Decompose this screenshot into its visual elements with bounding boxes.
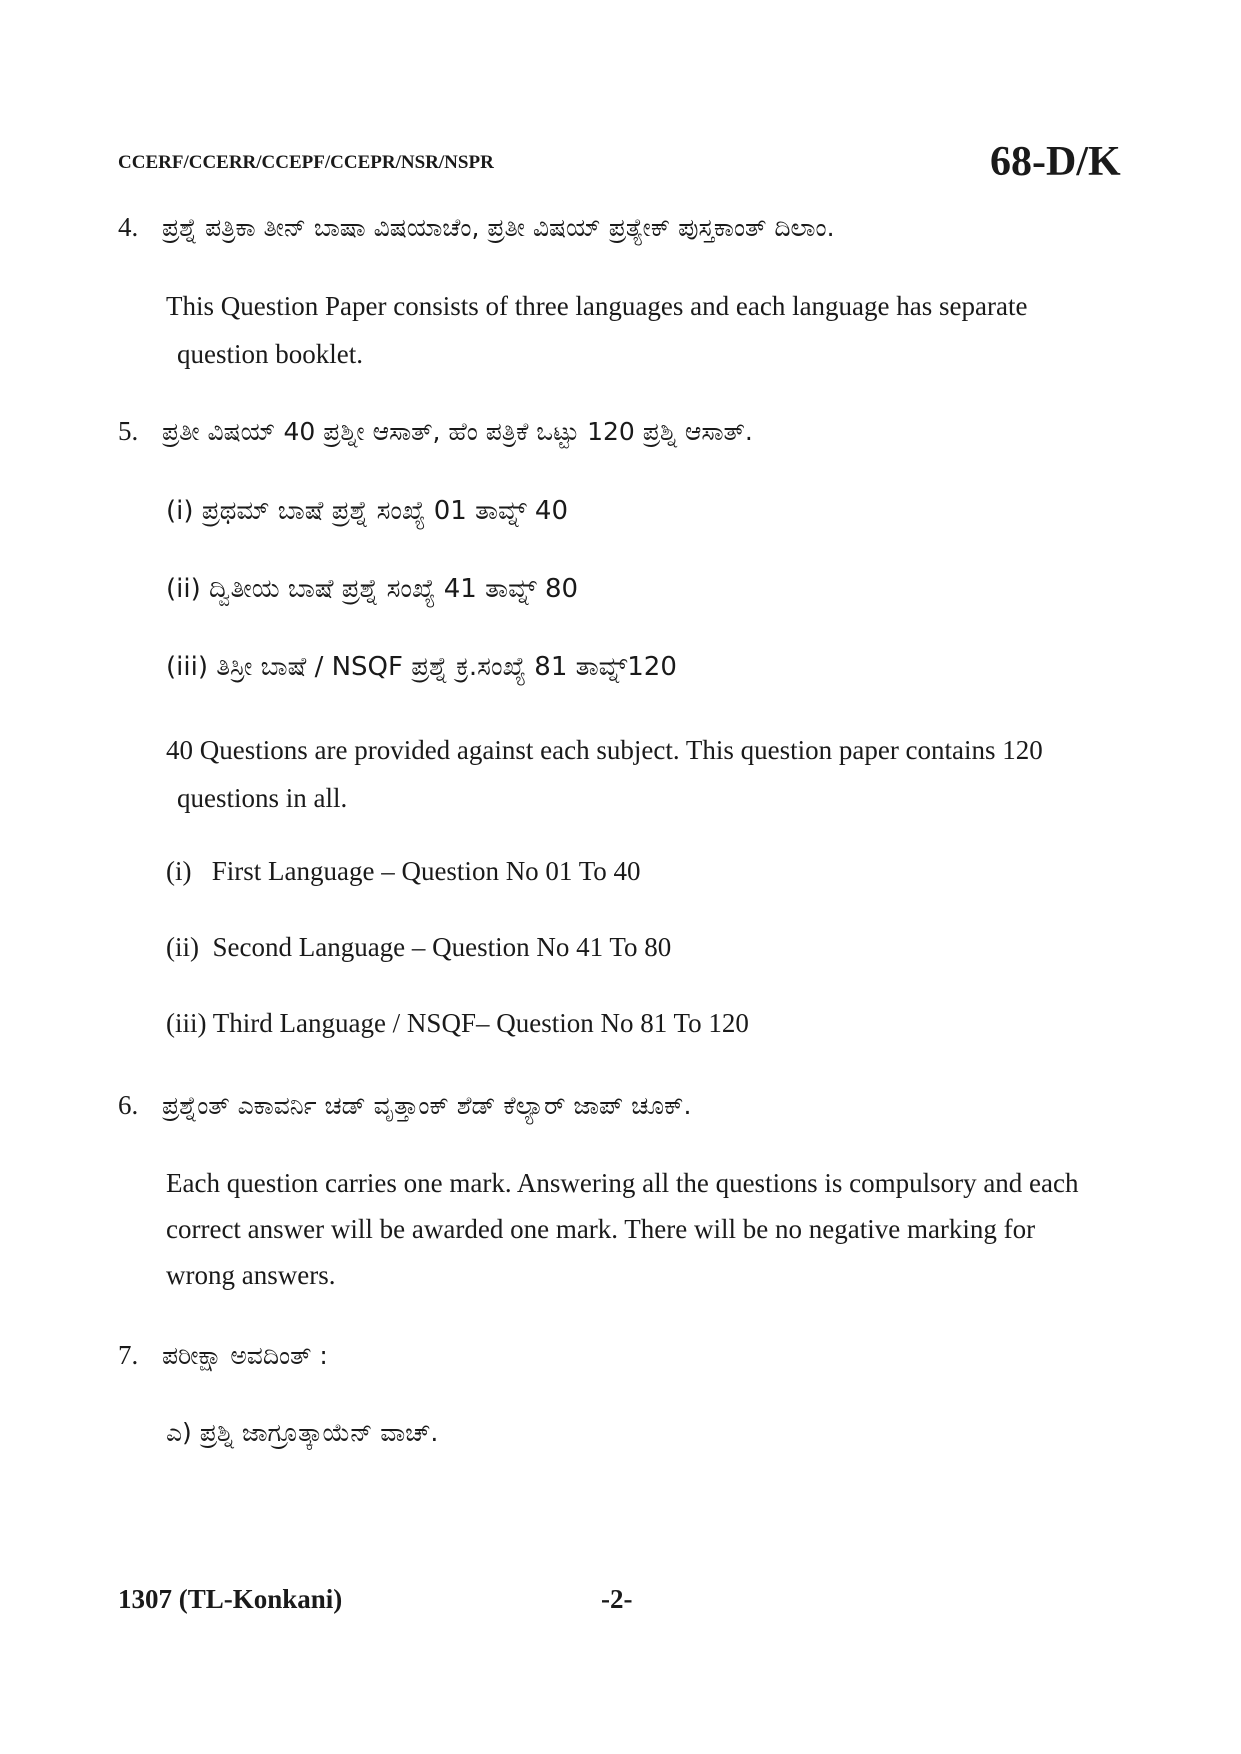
english-list-item: (i) First Language – Question No 01 To 40 <box>166 856 641 886</box>
item-6-number: 6. <box>118 1090 139 1120</box>
item-5-konkani: ಪ್ರತೀ ವಿಷಯ್ 40 ಪ್ರಶ್ನೀ ಆಸಾತ್, ಹೆಂ ಪತ್ರಿಕೆ ಒಟ್ಟು 120 ಪ್ರಶ್ನಿ ಆಸಾತ್. <box>162 417 753 446</box>
item-5-english <box>166 726 1124 822</box>
item-7-number: 7. <box>118 1340 139 1370</box>
konkani-list-item: (ii) ದ್ವಿತೀಯ ಬಾಷೆ ಪ್ರಶ್ನೆ ಸಂಖ್ಯೆ 41 ತಾವ್ನ್ 80 <box>166 574 579 604</box>
footer-paper-code: 1307 (TL-Konkani) <box>118 1584 343 1614</box>
item-6-english-line-3: wrong answers. <box>166 1260 336 1290</box>
page-number: -2- <box>601 1584 633 1614</box>
english-list-item: (ii) Second Language – Question No 41 To 80 <box>166 932 672 962</box>
item-6-english-line-2: correct answer will be awarded one mark. There will be no negative marking for <box>166 1214 1036 1244</box>
konkani-list-item: (i) ಪ್ರಥಮ್ ಬಾಷೆ ಪ್ರಶ್ನೆ ಸಂಖ್ಯೆ 01 ತಾವ್ನ್ 40 <box>166 496 569 526</box>
item-7-konkani: ಪರೀಕ್ಷಾ ಅವದಿಂತ್ : <box>162 1341 328 1370</box>
item-6-konkani: ಪ್ರಶ್ನೆಂತ್ ಎಕಾವರ್ನಿ ಚಡ್ ವೃತ್ತಾಂಕ್ ಶೆಡ್ ಕೆಲ್ಯಾರ್ ಜಾಪ್ ಚೂಕ್. <box>162 1091 692 1120</box>
konkani-list-item: (iii) ತಿಸ್ರೀ ಬಾಷೆ / NSQF ಪ್ರಶ್ನೆ ಕ್ರ.ಸಂಖ್ಯೆ 81 ತಾವ್ನ್120 <box>166 652 677 682</box>
item-4-english-line-2: question booklet. <box>177 339 363 369</box>
item-4-konkani: ಪ್ರಶ್ನೆ ಪತ್ರಿಕಾ ತೀನ್ ಬಾಷಾ ವಿಷಯಾಚೆಂ, ಪ್ರತೀ ವಿಷಯ್ ಪ್ರತ್ಯೇಕ್ ಪುಸ್ತಕಾಂತ್ ದಿಲಾಂ. <box>162 213 835 242</box>
item-6-english-line-1: Each question carries one mark. Answering all the questions is compulsory and each <box>166 1168 1079 1198</box>
item-7-sub-a: ಎ) ಪ್ರಶ್ನಿ ಜಾಗ್ರೂತ್ಕಾಯೆನ್ ವಾಚ್. <box>166 1418 439 1447</box>
item-4-english-line-1: This Question Paper consists of three languages and each language has separate <box>166 291 1028 321</box>
paper-id: 68-D/K <box>990 139 1121 185</box>
exam-code-header: CCERF/CCERR/CCEPF/CCEPR/NSR/NSPR <box>118 152 494 173</box>
item-5-english-line-2: questions in all. <box>177 783 348 813</box>
english-list-item: (iii) Third Language / NSQF– Question No 81 To 120 <box>166 1008 749 1038</box>
item-4-english <box>166 282 1124 378</box>
item-4-number: 4. <box>118 212 139 242</box>
item-5-english-line-1: 40 Questions are provided against each subject. This question paper contains 120 <box>166 735 1043 765</box>
item-6-english <box>166 1160 1124 1298</box>
item-5-number: 5. <box>118 416 139 446</box>
